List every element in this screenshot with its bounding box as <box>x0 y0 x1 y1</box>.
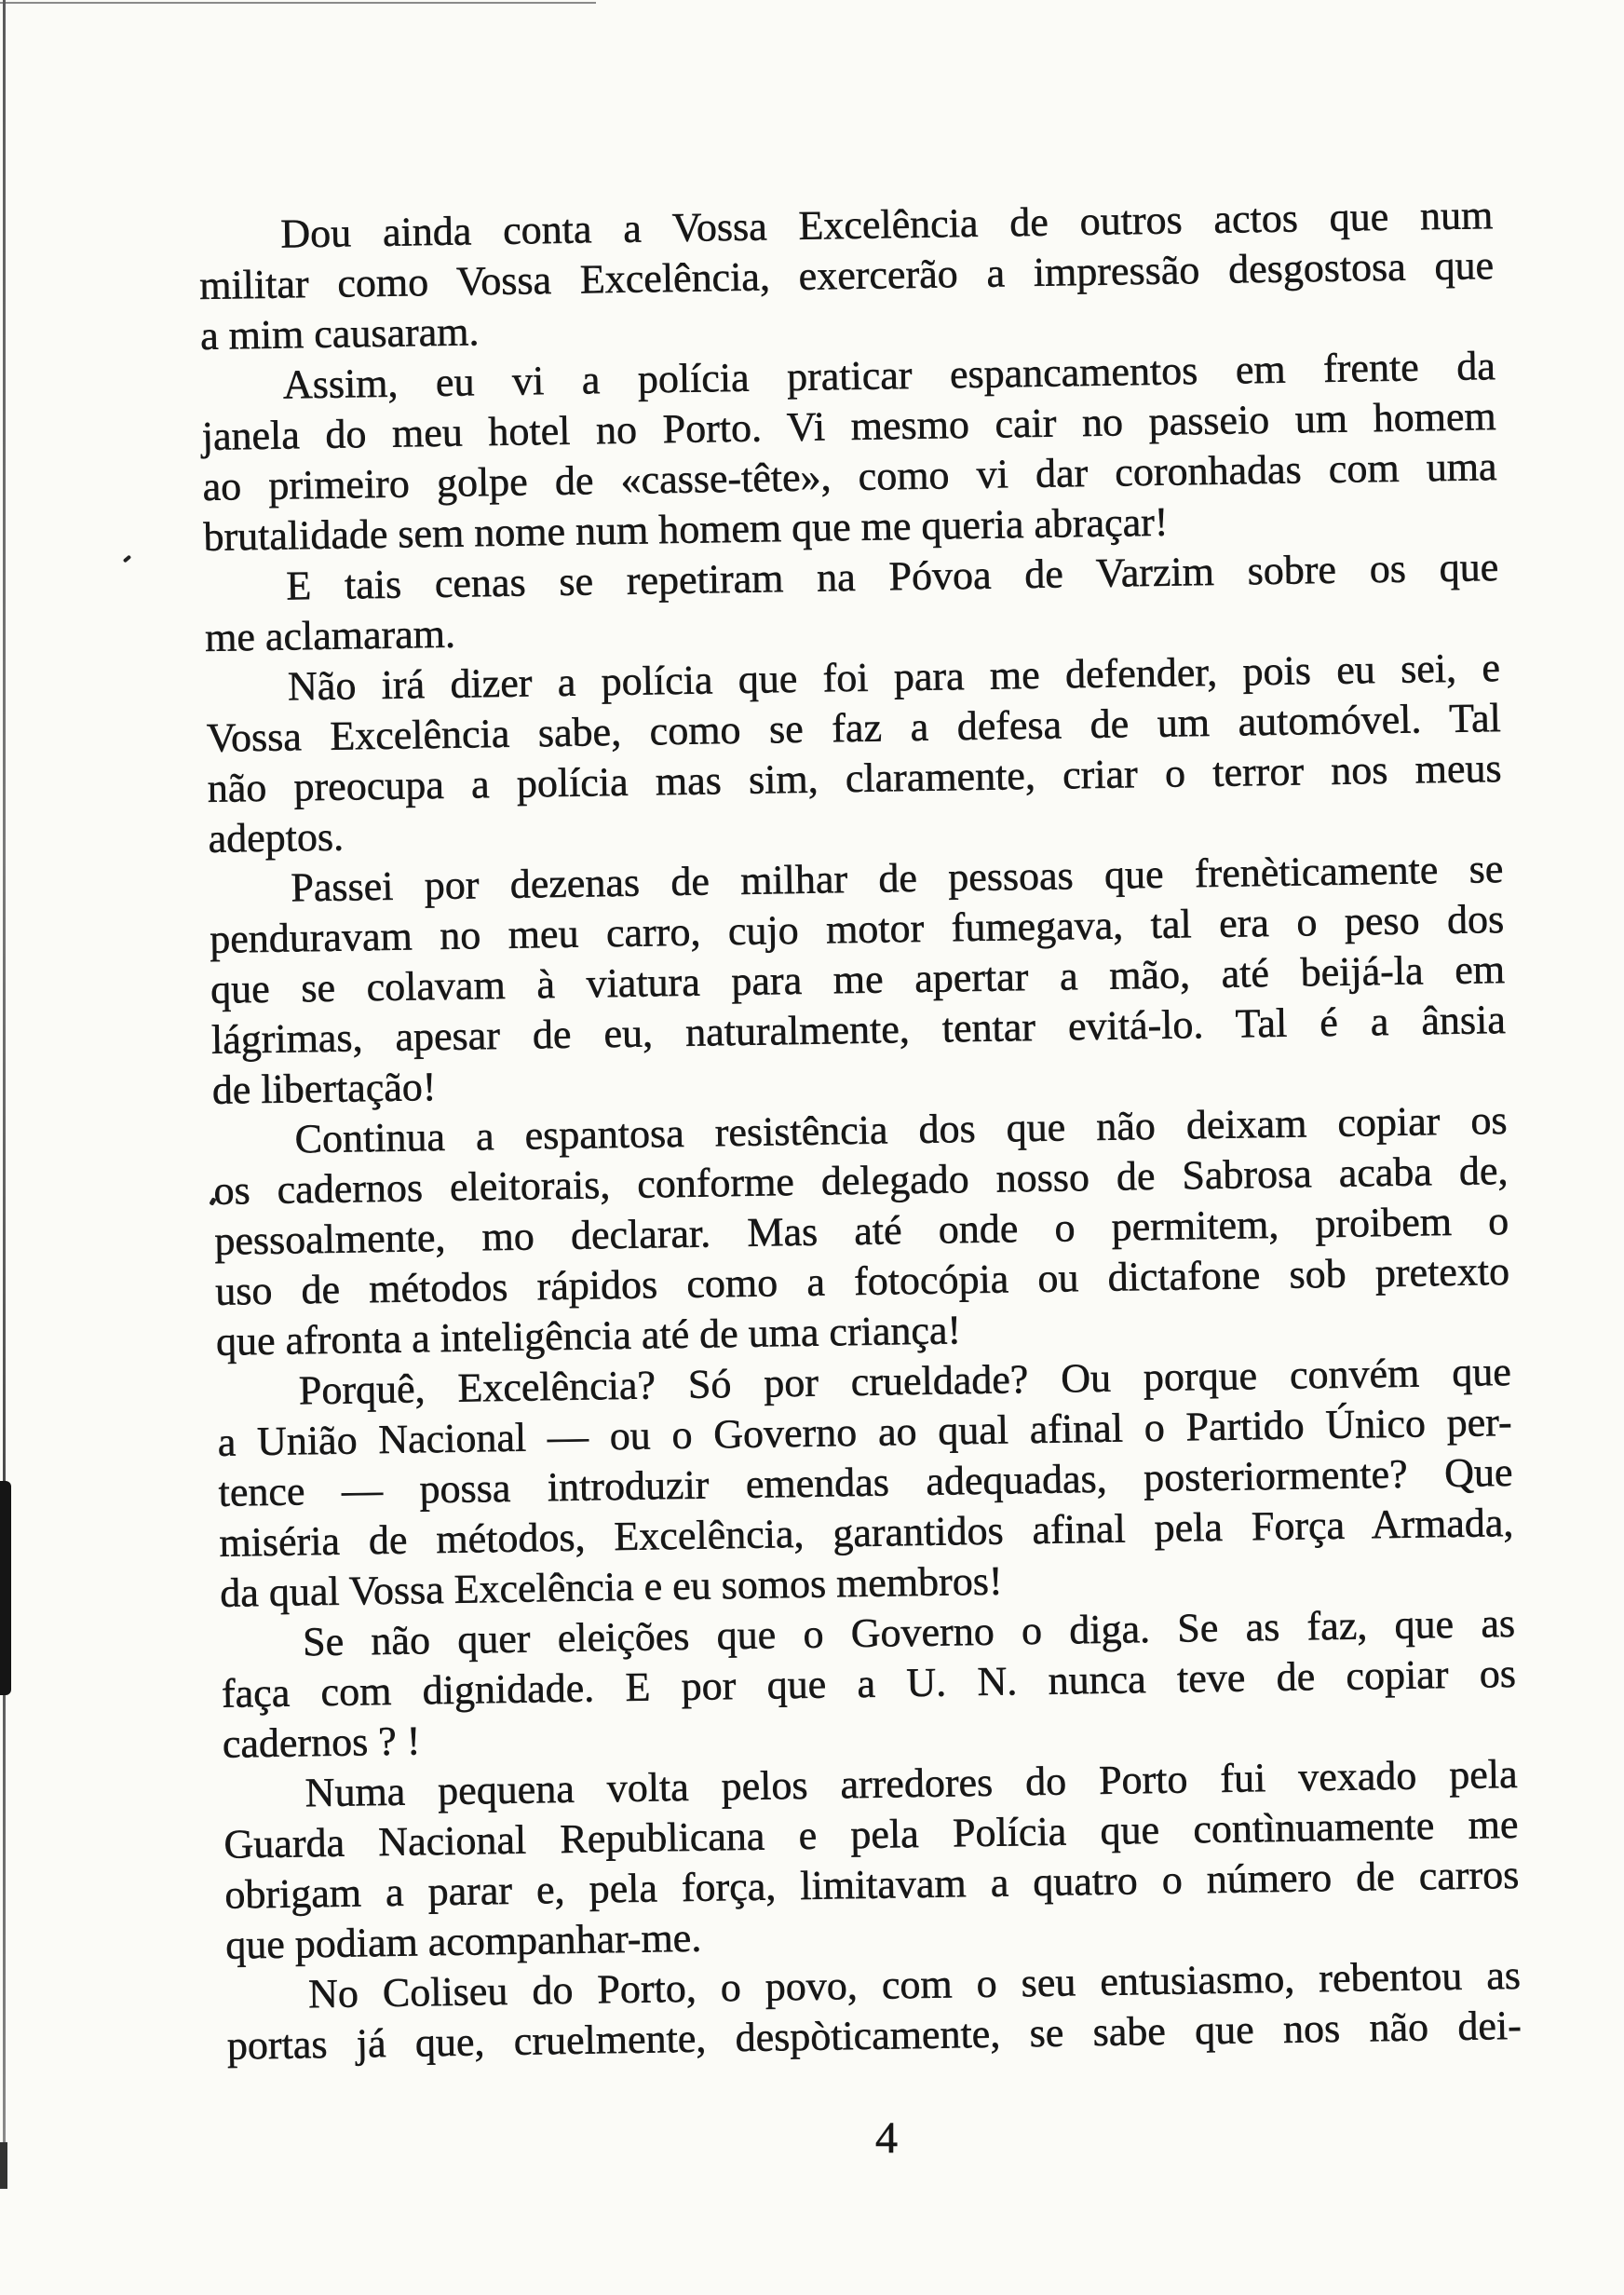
paragraph <box>221 1598 1517 1770</box>
text-line: uso de métodos rápidos como a fotocópia ou dictafone sob pretexto <box>214 1248 1510 1314</box>
text-line: lágrimas, apesar de eu, naturalmente, tentar evitá-lo. Tal é a ânsia <box>210 997 1507 1063</box>
paragraph <box>206 643 1503 864</box>
text-line: adeptos. <box>208 813 345 862</box>
text-line: tence — possa introduzir emendas adequadas, posteriormente? Que <box>218 1449 1513 1515</box>
text-line: cadernos ? ! <box>222 1718 421 1767</box>
text-line: não preocupa a polícia mas sim, claramente, criar o terror nos meus <box>207 745 1502 811</box>
scan-left-edge <box>3 0 6 2142</box>
text-line: Porquê, Excelência? Só por crueldade? Ou porque convém que <box>298 1349 1512 1414</box>
text-line: que podiam acompanhar-me. <box>224 1914 702 1968</box>
text-line: Não irá dizer a polícia que foi para me defender, pois eu sei, e <box>287 645 1501 710</box>
scan-speck <box>123 555 131 564</box>
paragraph <box>226 1950 1522 2071</box>
text-line: de libertação! <box>211 1064 437 1113</box>
text-line: Assim, eu vi a polícia praticar espancamentos em frente da <box>282 343 1496 408</box>
text-line: Passei por dezenas de milhar de pessoas que frenèticamente se <box>291 846 1504 911</box>
text-line: faça com dignidade. E por que a U. N. nunca teve de copiar os <box>221 1650 1517 1717</box>
text-line: da qual Vossa Excelência e eu somos membros! <box>219 1557 1003 1616</box>
text-line: E tais cenas se repetiram na Póvoa de Varzim sobre os que <box>285 544 1499 609</box>
text-line: Numa pequena volta pelos arredores do Porto fui vexado pela <box>304 1750 1518 1816</box>
text-line: janela do meu hotel no Porto. Vi mesmo cair no passeio um homem <box>201 393 1497 459</box>
text-line: Continua a espantosa resistência dos que não deixam copiar os <box>294 1097 1508 1162</box>
text-line: No Coliseu do Porto, o povo, com o seu entusiasmo, rebentou as <box>307 1951 1522 2017</box>
paragraph <box>223 1749 1520 1971</box>
paragraph <box>201 341 1498 563</box>
text-line: militar como Vossa Excelência, exercerão a impressão desgostosa que <box>198 242 1495 308</box>
text-line: portas já que, cruelmente, despòticamente, se sabe que nos não dei- <box>226 2002 1522 2069</box>
text-line: os cadernos eleitorais, conforme delegado nosso de Sabrosa acaba de, <box>213 1148 1509 1214</box>
paragraph <box>217 1347 1515 1619</box>
text-line: brutalidade sem nome num homem que me queria abraçar! <box>203 498 1169 560</box>
scan-top-edge <box>0 2 596 4</box>
text-line: a mim causaram. <box>199 308 480 359</box>
text-line: a União Nacional — ou o Governo ao qual afinal o Partido Único per- <box>217 1399 1512 1465</box>
text-line: ao primeiro golpe de «casse-tête», como vi dar coronhadas com uma <box>202 443 1497 509</box>
binding-shadow <box>0 1481 11 1695</box>
paragraph <box>212 1095 1510 1367</box>
page-number: 4 <box>875 2113 898 2163</box>
text-line: que se colavam à viatura para me apertar a mão, até beijá-la em <box>210 946 1506 1012</box>
text-line: pessoalmente, mo declarar. Mas até onde o permitem, proibem o <box>213 1198 1509 1264</box>
text-line: Dou ainda conta a Vossa Excelência de outros actos que num <box>280 192 1494 257</box>
paragraph <box>209 844 1507 1116</box>
paragraph <box>198 190 1495 361</box>
text-line: Vossa Excelência sabe, como se faz a defesa de um automóvel. Tal <box>206 695 1502 761</box>
text-line: penduravam no meu carro, cujo motor fumegava, tal era o peso dos <box>209 896 1505 962</box>
text-line: Guarda Nacional Republicana e pela Polícia que contìnuamente me <box>223 1800 1519 1867</box>
text-line: Se não quer eleições que o Governo o diga. Se as faz, que as <box>302 1599 1516 1665</box>
text-line: miséria de métodos, Excelência, garantidos afinal pela Força Armada, <box>219 1499 1514 1566</box>
text-line: obrigam a parar e, pela força, limitavam a quatro o número de carros <box>224 1851 1520 1918</box>
binding-shadow <box>0 2142 7 2189</box>
document-body <box>198 190 1522 2071</box>
text-line: me aclamaram. <box>204 610 456 660</box>
text-line: que afronta a inteligência até de uma criança! <box>215 1307 962 1365</box>
